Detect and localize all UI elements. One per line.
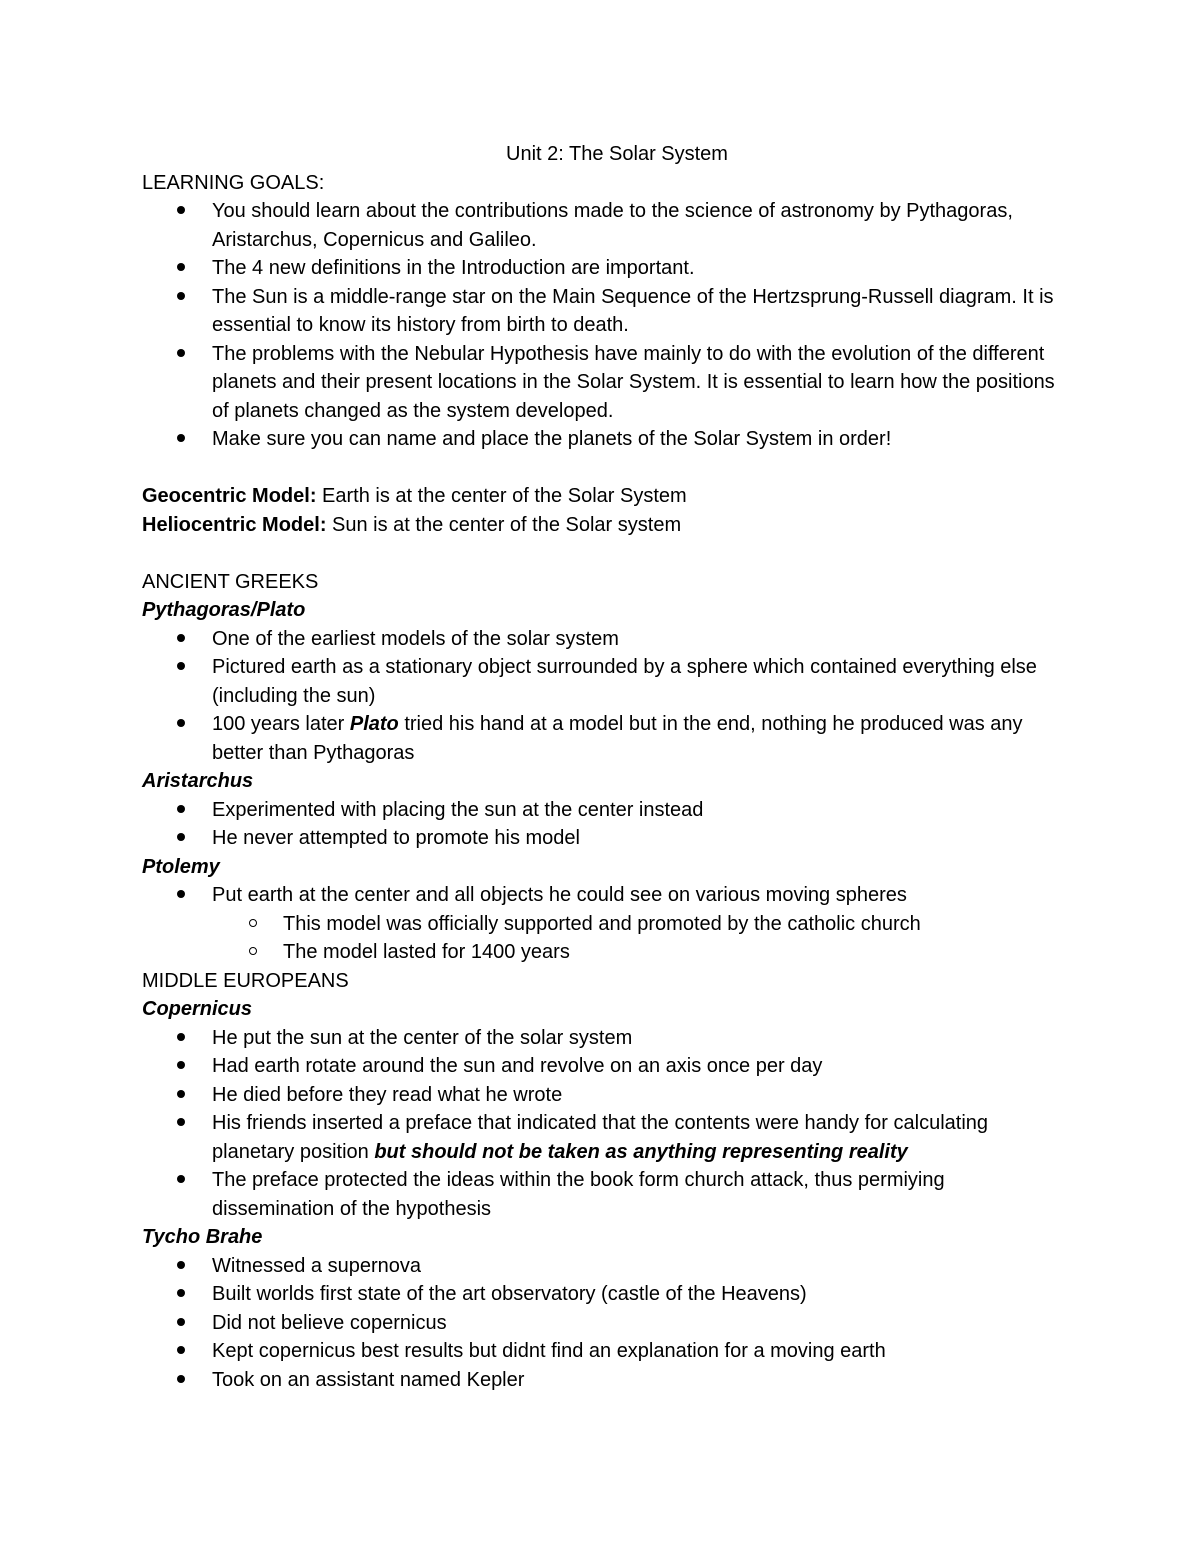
geocentric-text: Earth is at the center of the Solar System (316, 485, 687, 507)
list-item: You should learn about the contributions made to the science of astronomy by Pythagoras, Aristarchus, Copernicus and Galileo. (142, 197, 1072, 254)
middle-europeans-heading: MIDDLE EUROPEANS (142, 969, 349, 992)
bullet-icon (177, 625, 197, 654)
ptolemy-list (142, 881, 1072, 910)
emphasis-text: but should not be taken as anything representing reality (374, 1140, 908, 1163)
bullet-icon (177, 1309, 197, 1338)
ancient-greeks-heading: ANCIENT GREEKS (142, 570, 319, 593)
list-item: He never attempted to promote his model (142, 824, 1072, 853)
list-item: He put the sun at the center of the solar system (142, 1024, 1072, 1053)
list-item: His friends inserted a preface that indicated that the contents were handy for calculating planetary position but should not be taken as anything representing reality (142, 1109, 1072, 1166)
spacer (142, 539, 1072, 568)
bullet-icon (177, 425, 197, 454)
aristarchus-heading: Aristarchus (142, 770, 254, 792)
bullet-icon (177, 197, 197, 226)
bullet-icon (177, 254, 197, 283)
bullet-icon (177, 1052, 197, 1081)
plato-name: Plato (349, 713, 399, 735)
tycho-heading: Tycho Brahe (142, 1226, 263, 1248)
copernicus-heading: Copernicus (142, 998, 253, 1020)
list-item: Kept copernicus best results but didnt find an explanation for a moving earth (142, 1337, 1072, 1366)
list-item: He died before they read what he wrote (142, 1081, 1072, 1110)
list-item: Put earth at the center and all objects he could see on various moving spheres (142, 881, 1072, 910)
learning-goals-heading: LEARNING GOALS: (142, 171, 325, 194)
bullet-icon (177, 710, 197, 739)
ptolemy-heading: Ptolemy (142, 855, 220, 878)
copernicus-list (142, 1024, 1072, 1224)
bullet-icon (177, 1252, 197, 1281)
list-item: Experimented with placing the sun at the center instead (142, 796, 1072, 825)
bullet-icon (177, 1166, 197, 1195)
document-title: Unit 2: The Solar System (506, 143, 728, 165)
ptolemy-sublist (142, 910, 1072, 967)
sub-list-item: This model was officially supported and promoted by the catholic church (142, 910, 1072, 939)
tycho-list (142, 1252, 1072, 1395)
list-item: Make sure you can name and place the planets of the Solar System in order! (142, 425, 1072, 454)
bullet-icon (177, 1081, 197, 1110)
list-item: The problems with the Nebular Hypothesis have mainly to do with the evolution of the different planets and their present locations in the Solar System. It is essential to learn how the positions of planets changed as the system developed. (142, 340, 1072, 426)
list-item: 100 years later Plato tried his hand at a model but in the end, nothing he produced was any better than Pythagoras (142, 710, 1072, 767)
aristarchus-list (142, 796, 1072, 853)
spacer (142, 454, 1072, 483)
bullet-icon (177, 653, 197, 682)
pythagoras-heading: Pythagoras/Plato (142, 599, 306, 621)
list-item: Did not believe copernicus (142, 1309, 1072, 1338)
learning-goals-list (142, 197, 1072, 454)
bullet-icon (177, 824, 197, 853)
list-item: One of the earliest models of the solar system (142, 625, 1072, 654)
document-page (142, 140, 1072, 1394)
bullet-icon (177, 1024, 197, 1053)
list-item: The 4 new definitions in the Introduction are important. (142, 254, 1072, 283)
bullet-icon (177, 1366, 197, 1395)
heliocentric-definition (142, 511, 1072, 540)
bullet-icon (177, 1109, 197, 1138)
list-item: Witnessed a supernova (142, 1252, 1072, 1281)
list-item: Had earth rotate around the sun and revolve on an axis once per day (142, 1052, 1072, 1081)
bullet-icon (177, 283, 197, 312)
hollow-bullet-icon (249, 938, 269, 967)
hollow-bullet-icon (249, 910, 269, 939)
list-item: Pictured earth as a stationary object surrounded by a sphere which contained everything else (including the sun) (142, 653, 1072, 710)
heliocentric-text: Sun is at the center of the Solar system (326, 513, 682, 536)
bullet-icon (177, 881, 197, 910)
geocentric-term: Geocentric Model: (142, 485, 317, 507)
geocentric-definition (142, 482, 1072, 511)
bullet-icon (177, 340, 197, 369)
sub-list-item: The model lasted for 1400 years (142, 938, 1072, 967)
pythagoras-list (142, 625, 1072, 768)
list-item: Took on an assistant named Kepler (142, 1366, 1072, 1395)
bullet-icon (177, 796, 197, 825)
bullet-icon (177, 1280, 197, 1309)
bullet-icon (177, 1337, 197, 1366)
list-item: Built worlds first state of the art observatory (castle of the Heavens) (142, 1280, 1072, 1309)
heliocentric-term: Heliocentric Model: (142, 513, 327, 536)
list-item: The Sun is a middle-range star on the Main Sequence of the Hertzsprung-Russell diagram. It is essential to know its history from birth to death. (142, 283, 1072, 340)
list-item: The preface protected the ideas within the book form church attack, thus permiying dissemination of the hypothesis (142, 1166, 1072, 1223)
